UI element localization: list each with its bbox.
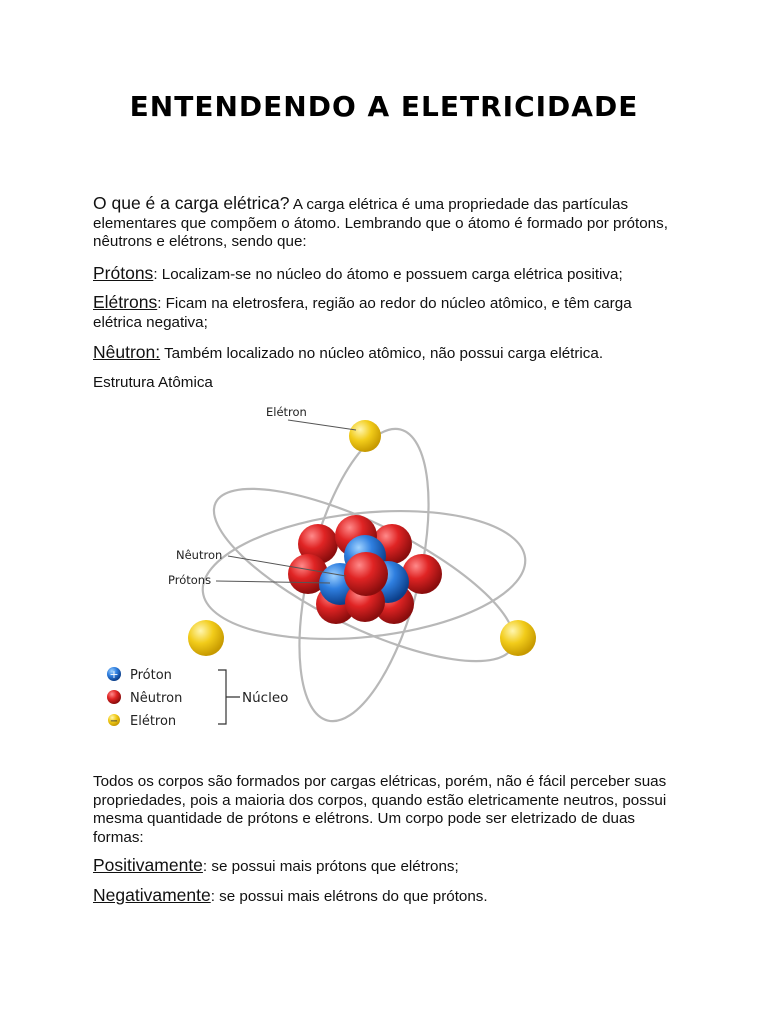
legend-proton-symbol: + [109, 668, 119, 681]
intro-text: A carga elétrica é uma propriedade das partículas elementares que compõem o átomo. Lembrando que o átomo é formado por prótons, nêutrons e elétrons, sendo que: [93, 196, 668, 250]
label-protons: Prótons [168, 573, 212, 587]
electron-right [500, 620, 536, 656]
term-negativamente: Negativamente [93, 885, 211, 905]
pointer-eletron [288, 420, 356, 430]
label-eletron: Elétron [266, 405, 307, 419]
electron-top [349, 420, 381, 452]
charge-positive [93, 856, 673, 877]
intro-question: O que é a carga elétrica? [93, 193, 290, 213]
intro-paragraph [93, 194, 673, 252]
term-neutron: Nêutron: [93, 342, 161, 362]
definition-neutron-text: Também localizado no núcleo atômico, não possui carga elétrica. [160, 345, 604, 362]
neutron-ball [344, 552, 388, 596]
term-eletrons: Elétrons [93, 292, 158, 312]
electron-left [188, 620, 224, 656]
definition-protons-text: : Localizam-se no núcleo do átomo e possuem carga elétrica positiva; [153, 266, 623, 283]
term-positivamente: Positivamente [93, 855, 203, 875]
legend-neutron-icon [107, 690, 121, 704]
definition-neutron [93, 343, 673, 364]
definition-eletrons-text: : Ficam na eletrosfera, região ao redor do núcleo atômico, e têm carga elétrica negativa; [93, 295, 632, 331]
body-paragraph: Todos os corpos são formados por cargas elétricas, porém, não é fácil perceber suas propriedades, pois a maioria dos corpos, quando estão eletricamente neutros, possui mesma quantidade de prótons e elétrons. Um corpo pode ser eletrizado de duas formas: [93, 773, 667, 846]
legend-group-label: Núcleo [242, 690, 289, 706]
charge-positive-text: : se possui mais prótons que elétrons; [202, 858, 459, 875]
legend-neutron-label: Nêutron [130, 691, 183, 706]
figure-caption: Estrutura Atômica [93, 374, 213, 391]
legend-proton-label: Próton [130, 668, 172, 683]
charge-negative-text: : se possui mais elétrons do que prótons. [210, 888, 488, 905]
term-protons: Prótons [93, 263, 154, 283]
definition-eletrons [93, 293, 673, 332]
legend-bracket [218, 670, 240, 724]
charge-negative [93, 886, 673, 907]
label-neutron: Nêutron [176, 548, 223, 562]
legend-electron-symbol: − [109, 716, 119, 727]
nucleus [288, 515, 442, 624]
legend-electron-label: Elétron [130, 714, 177, 729]
definition-protons [93, 264, 673, 285]
page-title: ENTENDENDO A ELETRICIDADE [129, 90, 639, 123]
nucleus-legend [100, 662, 330, 732]
